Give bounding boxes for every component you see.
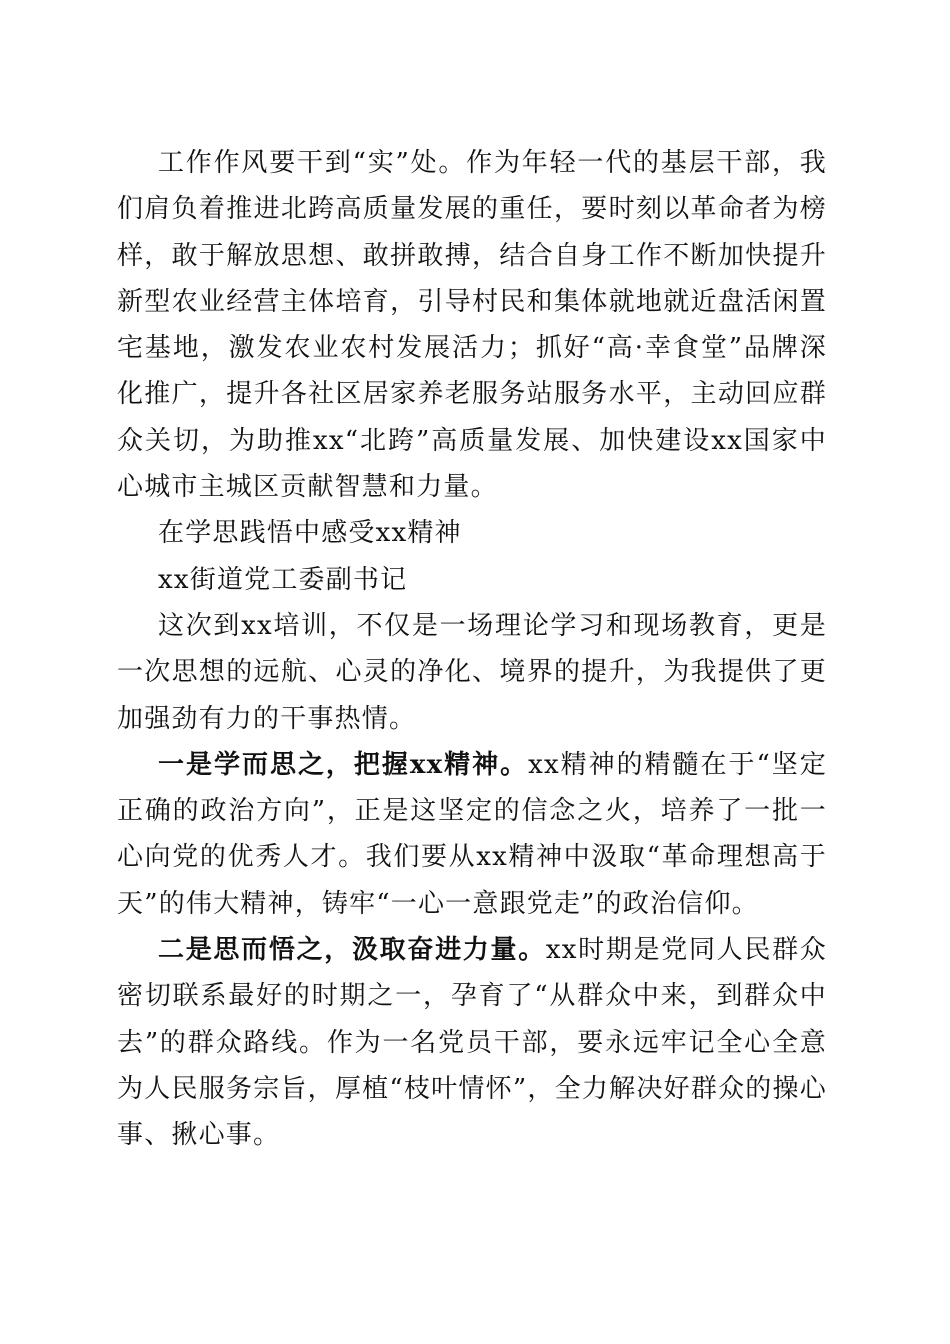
point-1-body: xx精神的精髓在于“坚定正确的政治方向”，正是这坚定的信念之火，培养了一批一心向党的优秀人才。我们要从xx精神中汲取“革命理想高于天”的伟大精神，铸牢“一心一意跟党走”的政治信仰。 (117, 749, 827, 919)
document-body (117, 140, 827, 1159)
paragraph-point-2 (117, 927, 827, 1158)
point-1-heading: 一是学而思之，把握xx精神。 (158, 749, 529, 780)
paragraph-work-style: 工作作风要干到“实”处。作为年轻一代的基层干部，我们肩负着推进北跨高质量发展的重任，要时刻以革命者为榜样，敢于解放思想、敢拼敢搏，结合自身工作不断加快提升新型农业经营主体培育，引导村民和集体就地就近盘活闲置宅基地，激发农业农村发展活力；抓好“高·幸食堂”品牌深化推广，提升各社区居家养老服务站服务水平，主动回应群众关切，为助推xx“北跨”高质量发展、加快建设xx国家中心城市主城区贡献智慧和力量。 (117, 148, 827, 503)
point-2-body: xx时期是党同人民群众密切联系最好的时期之一，孕育了“从群众中来，到群众中去”的群众路线。作为一名党员干部，要永远牢记全心全意为人民服务宗旨，厚植“枝叶情怀”，全力解决好群众的操心事、揪心事。 (117, 935, 827, 1151)
paragraph-point-1 (117, 742, 827, 927)
article-title: 在学思践悟中感受xx精神 (158, 518, 462, 549)
point-2-heading: 二是思而悟之，汲取奋进力量。 (158, 935, 546, 966)
paragraph-intro: 这次到xx培训，不仅是一场理论学习和现场教育，更是一次思想的远航、心灵的净化、境界的提升，为我提供了更加强劲有力的干事热情。 (117, 610, 827, 734)
article-author: xx街道党工委副书记 (158, 564, 408, 595)
